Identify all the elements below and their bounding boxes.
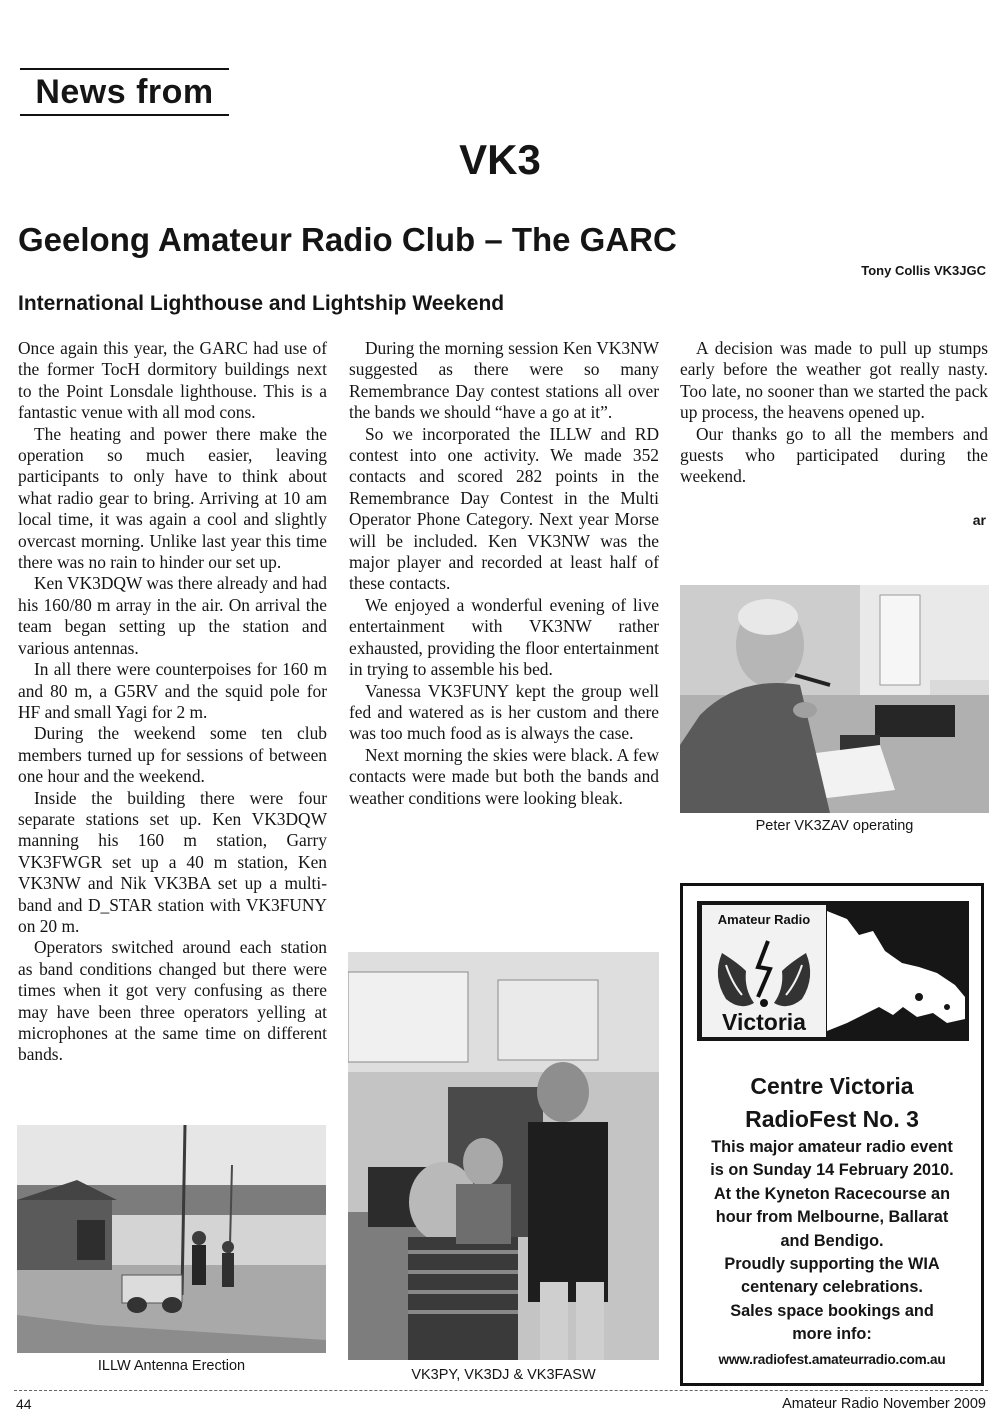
advert-body-line: is on Sunday 14 February 2010. xyxy=(710,1161,954,1180)
advert-body-line: more info: xyxy=(792,1325,872,1344)
operator-photo xyxy=(680,585,989,813)
operator-photo-image xyxy=(680,585,989,813)
news-from-banner xyxy=(20,68,229,116)
magazine-issue: Amateur Radio November 2009 xyxy=(782,1396,986,1412)
paragraph: In all there were counterpoises for 160 m and 80 m, a G5RV and the squid pole for HF and small Yagi for 2 m. xyxy=(18,659,327,722)
group-photo-image xyxy=(348,952,659,1360)
group-photo-caption: VK3PY, VK3DJ & VK3FASW xyxy=(411,1367,596,1383)
paragraph: Next morning the skies were black. A few contacts were made but both the bands and weather conditions were looking bleak. xyxy=(349,744,659,808)
article-subtitle: International Lighthouse and Lightship Weekend xyxy=(18,292,505,315)
advert-body-line: At the Kyneton Racecourse an xyxy=(713,1184,951,1203)
advert-body-line: centenary celebrations. xyxy=(741,1278,923,1297)
advert-title-line-2: RadioFest No. 3 xyxy=(745,1106,919,1132)
operator-photo-caption: Peter VK3ZAV operating xyxy=(755,818,914,834)
news-from-label: News from xyxy=(35,73,214,111)
advert-text xyxy=(684,1070,980,1371)
paragraph: Inside the building there were four separate stations set up. Ken VK3DQW manning his 160 m station, Garry VK3FWGR set up a 40 m station, Ken VK3NW and Nik VK3BA set up a multi-band and D_STAR station with VK3FUNY on 20 m. xyxy=(18,787,327,936)
text-column-1 xyxy=(18,338,327,1066)
section-title: VK3 xyxy=(459,136,541,183)
author-byline: Tony Collis VK3JGC xyxy=(861,263,986,278)
paragraph: Operators switched around each station as band conditions changed but there were times when it got very confusing as there may have been three operators yelling at microphones at the same time on different bands. xyxy=(18,937,327,1065)
footer-divider xyxy=(14,1390,988,1391)
advert-body-line: This major amateur radio event xyxy=(711,1138,953,1156)
paragraph: Once again this year, the GARC had use of the former TocH dormitory buildings next to the Point Lonsdale lighthouse. This is a fantastic venue with all mod cons. xyxy=(18,338,327,423)
paragraph: Our thanks go to all the members and guests who participated during the weekend. xyxy=(680,423,988,487)
article-title: Geelong Amateur Radio Club – The GARC xyxy=(18,221,677,258)
antenna-photo-caption: ILLW Antenna Erection xyxy=(97,1358,246,1374)
page-number: 44 xyxy=(16,1396,32,1412)
paragraph: Vanessa VK3FUNY kept the group well fed and watered as is her custom and there was too much food as is always the case. xyxy=(349,680,659,744)
advert-body-line: hour from Melbourne, Ballarat xyxy=(715,1208,949,1227)
paragraph: During the weekend some ten club members turned up for sessions of between one hour and the weekend. xyxy=(18,723,327,787)
paragraph: We enjoyed a wonderful evening of live entertainment with VK3NW rather exhausted, providing the floor entertainment in trying to assemble his bed. xyxy=(349,594,659,680)
group-photo xyxy=(348,952,659,1360)
paragraph: The heating and power there make the operation so much easier, leaving participants to only have to think about what radio gear to bring. Arriving at 10 am local time, it was again a cool and slightly overcast morning. Unlike last year this time there was no rain to hinder our set up. xyxy=(18,423,327,573)
text-column-2 xyxy=(349,338,659,809)
antenna-erection-photo xyxy=(17,1125,326,1353)
paragraph: So we incorporated the ILLW and RD contest into one activity. We made 352 contacts and scored 282 points in the Remembrance Day Contest in the Multi Operator Phone Category. Next year Morse will be included. Ken VK3NW was the major player and recorded at least half of these contacts. xyxy=(349,423,659,594)
advert-title-line-1: Centre Victoria xyxy=(750,1073,914,1099)
logo-top-text: Amateur Radio xyxy=(717,912,811,927)
advert-body-line: Sales space bookings and xyxy=(730,1301,934,1320)
paragraph: During the morning session Ken VK3NW suggested as there were so many Remembrance Day contest stations all over the bands we should “have a go at it”. xyxy=(349,338,659,423)
antenna-photo-image xyxy=(17,1125,326,1353)
text-column-3 xyxy=(680,338,988,488)
article-end-mark: ar xyxy=(972,512,986,528)
advert-body-line: and Bendigo. xyxy=(780,1231,884,1250)
paragraph: Ken VK3DQW was there already and had his 160/80 m array in the air. On arrival the team began setting up the station and various antennas. xyxy=(18,573,327,658)
advert-url: www.radiofest.amateurradio.com.au xyxy=(718,1351,946,1367)
advert-body xyxy=(684,1136,980,1347)
logo-bottom-text: Victoria xyxy=(722,1009,806,1035)
paragraph: A decision was made to pull up stumps early before the weather got really nasty. Too late, no sooner than we started the pack up process, the heavens opened up. xyxy=(680,338,988,423)
advert-body-line: Proudly supporting the WIA xyxy=(724,1255,940,1274)
